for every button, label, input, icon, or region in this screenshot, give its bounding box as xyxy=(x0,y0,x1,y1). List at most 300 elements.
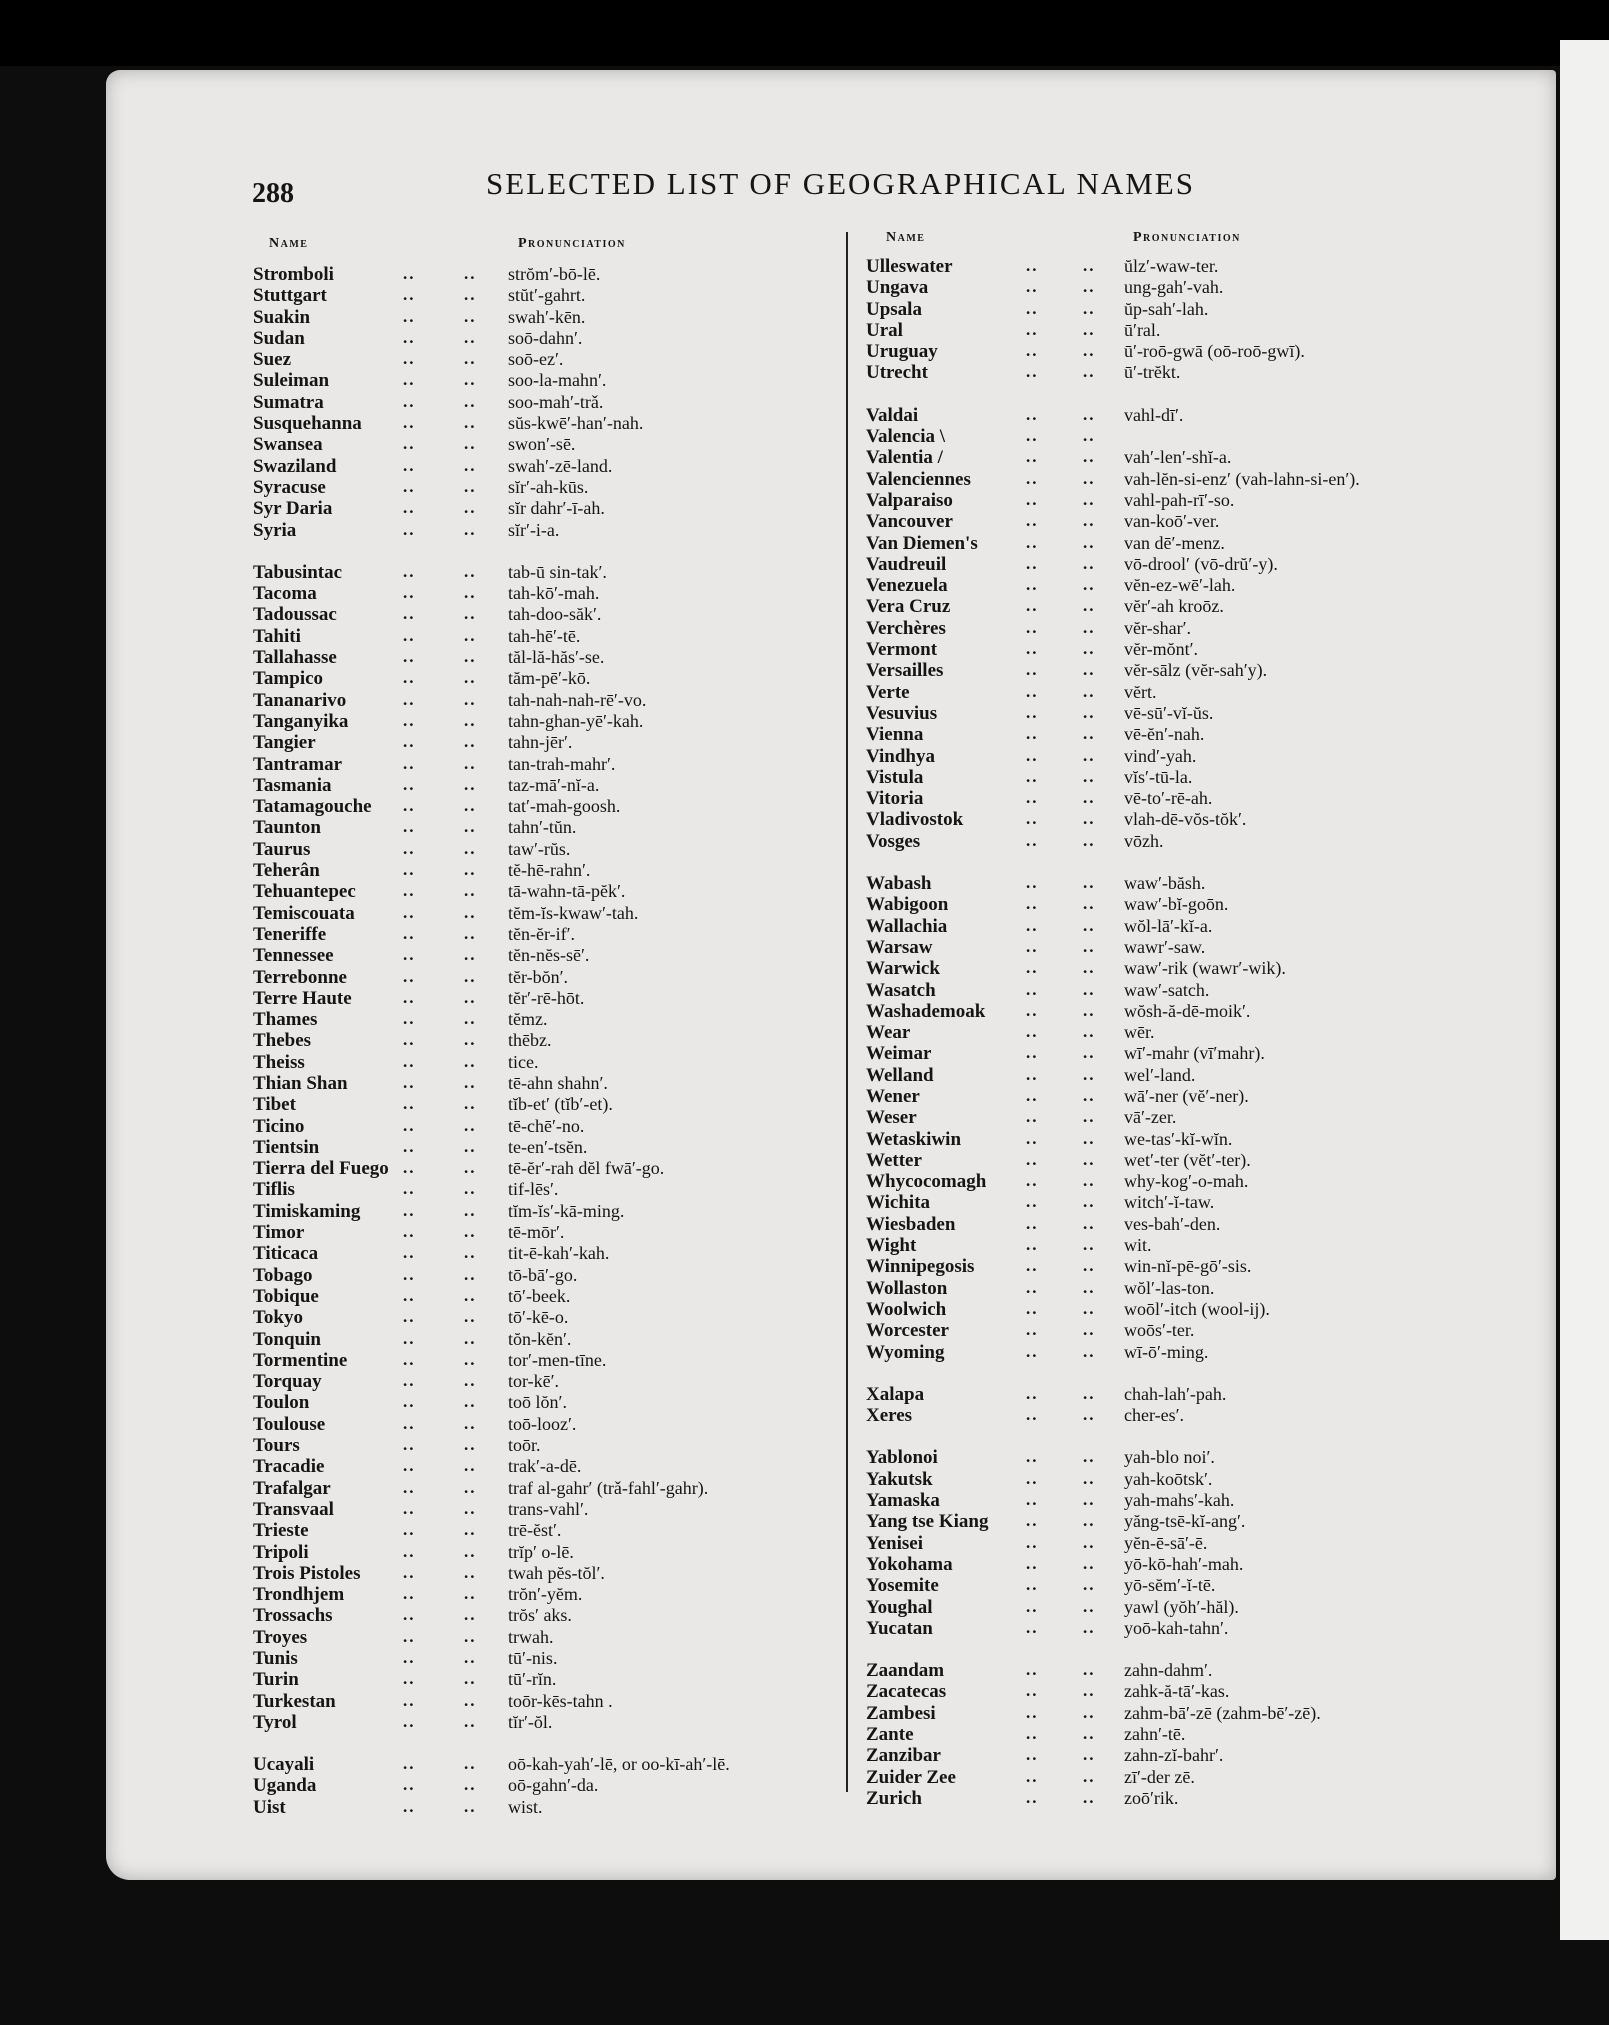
leader-dots: .. xyxy=(1026,1745,1039,1765)
entry-row xyxy=(253,1563,843,1584)
place-name: Wollaston xyxy=(866,1277,948,1299)
place-name: Ural xyxy=(866,319,903,341)
leader-dots: .. xyxy=(464,1179,477,1199)
leader-dots: .. xyxy=(403,1520,416,1540)
pronunciation: wist. xyxy=(508,1796,543,1817)
pronunciation: tahn-jēr′. xyxy=(508,732,573,753)
leader-dots: .. xyxy=(464,689,477,709)
leader-dots: .. xyxy=(1026,511,1039,531)
entry-row xyxy=(253,1371,843,1392)
pronunciation: vā′-zer. xyxy=(1124,1107,1177,1128)
place-name: Teneriffe xyxy=(253,923,327,945)
page-number: 288 xyxy=(252,178,294,209)
pronunciation: toō lŏn′. xyxy=(508,1392,567,1413)
place-name: Upsala xyxy=(866,298,922,320)
pronunciation: ŭp-sah′-lah. xyxy=(1124,298,1209,319)
entry-row xyxy=(836,1342,1436,1363)
place-name: Welland xyxy=(866,1064,934,1086)
group-gap xyxy=(836,384,1436,405)
leader-dots: .. xyxy=(403,1669,416,1689)
pronunciation: woōs′-ter. xyxy=(1124,1320,1195,1341)
leader-dots: .. xyxy=(1083,766,1096,786)
place-name: Tibet xyxy=(253,1094,296,1116)
place-name: Thian Shan xyxy=(253,1072,348,1094)
leader-dots: .. xyxy=(1026,1681,1039,1701)
leader-dots: .. xyxy=(464,668,477,688)
leader-dots: .. xyxy=(464,1328,477,1348)
place-name: Temiscouata xyxy=(253,902,355,924)
leader-dots: .. xyxy=(1083,617,1096,637)
leader-dots: .. xyxy=(464,1307,477,1327)
entry-row xyxy=(836,1511,1436,1532)
leader-dots: .. xyxy=(1026,447,1039,467)
place-name: Wetaskiwin xyxy=(866,1128,962,1150)
leader-dots: .. xyxy=(1026,915,1039,935)
leader-dots: .. xyxy=(464,306,477,326)
pronunciation: waw′-băsh. xyxy=(1124,873,1206,894)
pronunciation: vĕrt. xyxy=(1124,681,1157,702)
leader-dots: .. xyxy=(403,1584,416,1604)
leader-dots: .. xyxy=(1026,1128,1039,1148)
pronunciation: trak′-a-dē. xyxy=(508,1456,582,1477)
leader-dots: .. xyxy=(464,1009,477,1029)
leader-dots: .. xyxy=(1026,936,1039,956)
pronunciation: waw′-bĭ-goōn. xyxy=(1124,894,1229,915)
entry-row xyxy=(253,1243,843,1264)
entry-row xyxy=(836,937,1436,958)
leader-dots: .. xyxy=(1026,1213,1039,1233)
place-name: Thebes xyxy=(253,1030,312,1052)
leader-dots: .. xyxy=(403,413,416,433)
leader-dots: .. xyxy=(464,1371,477,1391)
entry-row xyxy=(836,341,1436,362)
entry-row xyxy=(836,767,1436,788)
leader-dots: .. xyxy=(464,1222,477,1242)
entry-row xyxy=(836,1767,1436,1788)
entry-row xyxy=(253,1542,843,1563)
place-name: Timor xyxy=(253,1222,305,1244)
entry-row xyxy=(253,1073,843,1094)
entry-row xyxy=(836,1384,1436,1405)
place-name: Zurich xyxy=(866,1787,922,1809)
place-name: Vosges xyxy=(866,830,921,852)
pronunciation: tē-ĕr′-rah dĕl fwā′-go. xyxy=(508,1158,665,1179)
leader-dots: .. xyxy=(1083,979,1096,999)
entry-row xyxy=(253,413,843,434)
pronunciation: vĕr-sālz (vĕr-sah′y). xyxy=(1124,660,1268,681)
pronunciation: tăl-lă-hăs′-se. xyxy=(508,647,605,668)
place-name: Tiflis xyxy=(253,1179,295,1201)
pronunciation: zī′-der zē. xyxy=(1124,1766,1195,1787)
place-name: Trondhjem xyxy=(253,1584,345,1606)
leader-dots: .. xyxy=(464,1562,477,1582)
leader-dots: .. xyxy=(1083,1000,1096,1020)
entry-row xyxy=(836,958,1436,979)
leader-dots: .. xyxy=(1026,1660,1039,1680)
place-name: Zuider Zee xyxy=(866,1766,956,1788)
place-name: Suez xyxy=(253,349,291,371)
pronunciation: ū′ral. xyxy=(1124,319,1161,340)
entry-row xyxy=(253,1627,843,1648)
leader-dots: .. xyxy=(464,860,477,880)
place-name: Van Diemen's xyxy=(866,532,978,554)
entry-row xyxy=(253,626,843,647)
pronunciation: tŏn-kĕn′. xyxy=(508,1328,572,1349)
entry-row xyxy=(836,277,1436,298)
pronunciation: witch′-ĭ-taw. xyxy=(1124,1192,1215,1213)
leader-dots: .. xyxy=(464,1605,477,1625)
place-name: Swaziland xyxy=(253,455,337,477)
leader-dots: .. xyxy=(1026,1235,1039,1255)
pronunciation: taw′-rŭs. xyxy=(508,838,571,859)
leader-dots: .. xyxy=(1026,1596,1039,1616)
place-name: Terrebonne xyxy=(253,966,347,988)
leader-dots: .. xyxy=(1083,1617,1096,1637)
pronunciation: yah-blo noi′. xyxy=(1124,1447,1215,1468)
leader-dots: .. xyxy=(1083,1553,1096,1573)
entry-row xyxy=(836,1597,1436,1618)
entry-row xyxy=(253,690,843,711)
leader-dots: .. xyxy=(464,1477,477,1497)
place-name: Zaandam xyxy=(866,1660,945,1682)
leader-dots: .. xyxy=(403,306,416,326)
entry-row xyxy=(253,498,843,519)
entry-row xyxy=(253,264,843,285)
place-name: Vienna xyxy=(866,724,924,746)
pronunciation: twah pĕs-tŏl′. xyxy=(508,1562,605,1583)
place-name: Trois Pistoles xyxy=(253,1562,361,1584)
entry-row xyxy=(253,349,843,370)
entry-row xyxy=(253,903,843,924)
leader-dots: .. xyxy=(464,285,477,305)
leader-dots: .. xyxy=(1026,1553,1039,1573)
leader-dots: .. xyxy=(1026,1256,1039,1276)
place-name: Yucatan xyxy=(866,1617,933,1639)
place-name: Tacoma xyxy=(253,583,317,605)
leader-dots: .. xyxy=(1026,404,1039,424)
pronunciation: vē-sū′-vĭ-ŭs. xyxy=(1124,702,1214,723)
leader-dots: .. xyxy=(1026,468,1039,488)
leader-dots: .. xyxy=(403,1072,416,1092)
place-name: Tahiti xyxy=(253,625,301,647)
leader-dots: .. xyxy=(403,881,416,901)
pronunciation: yah-mahs′-kah. xyxy=(1124,1490,1235,1511)
leader-dots: .. xyxy=(403,1413,416,1433)
pronunciation: wŏl′-las-ton. xyxy=(1124,1277,1215,1298)
leader-dots: .. xyxy=(403,1051,416,1071)
pronunciation: vlah-dē-vŏs-tŏk′. xyxy=(1124,809,1247,830)
leader-dots: .. xyxy=(403,1392,416,1412)
leader-dots: .. xyxy=(403,498,416,518)
leader-dots: .. xyxy=(464,1115,477,1135)
pronunciation: trĭp′ o-lē. xyxy=(508,1541,574,1562)
entry-row xyxy=(253,1052,843,1073)
pronunciation: vahl-pah-rī′-so. xyxy=(1124,489,1235,510)
place-name: Swansea xyxy=(253,434,323,456)
pronunciation: zoō′rik. xyxy=(1124,1787,1179,1808)
leader-dots: .. xyxy=(403,1307,416,1327)
entry-row xyxy=(253,1499,843,1520)
leader-dots: .. xyxy=(1026,639,1039,659)
pronunciation: tō-bā′-go. xyxy=(508,1264,578,1285)
pronunciation: zahn-dahm′. xyxy=(1124,1660,1213,1681)
pronunciation: te-en′-tsĕn. xyxy=(508,1136,588,1157)
pronunciation: yawl (yŏh′-hăl). xyxy=(1124,1596,1239,1617)
pronunciation: zahk-ă-tā′-kas. xyxy=(1124,1681,1230,1702)
place-name: Taurus xyxy=(253,838,311,860)
leader-dots: .. xyxy=(464,370,477,390)
place-name: Wasatch xyxy=(866,979,936,1001)
entry-row xyxy=(836,575,1436,596)
entry-row xyxy=(836,1681,1436,1702)
pronunciation: tan-trah-mahr′. xyxy=(508,753,616,774)
pronunciation: wŏl-lā′-kĭ-a. xyxy=(1124,915,1213,936)
leader-dots: .. xyxy=(464,455,477,475)
place-name: Yokohama xyxy=(866,1553,953,1575)
leader-dots: .. xyxy=(403,774,416,794)
leader-dots: .. xyxy=(1026,1341,1039,1361)
leader-dots: .. xyxy=(464,1648,477,1667)
leader-dots: .. xyxy=(1083,1298,1096,1318)
leader-dots: .. xyxy=(464,625,477,645)
place-name: Wichita xyxy=(866,1192,931,1214)
entry-row xyxy=(253,796,843,817)
entry-row xyxy=(836,490,1436,511)
entry-row xyxy=(836,894,1436,915)
leader-dots: .. xyxy=(1083,1511,1096,1531)
entry-row xyxy=(253,1201,843,1222)
place-name: Uruguay xyxy=(866,341,938,363)
place-name: Trossachs xyxy=(253,1605,333,1627)
place-name: Sumatra xyxy=(253,391,324,413)
entry-row xyxy=(253,562,843,583)
leader-dots: .. xyxy=(1026,1468,1039,1488)
leader-dots: .. xyxy=(403,1477,416,1497)
leader-dots: .. xyxy=(1083,404,1096,424)
leader-dots: .. xyxy=(464,923,477,943)
entry-row xyxy=(836,682,1436,703)
entry-row xyxy=(253,924,843,945)
entry-row xyxy=(253,1456,843,1477)
leader-dots: .. xyxy=(1026,362,1039,382)
leader-dots: .. xyxy=(403,434,416,454)
place-name: Stromboli xyxy=(253,264,334,285)
leader-dots: .. xyxy=(1026,1787,1039,1807)
leader-dots: .. xyxy=(1083,596,1096,616)
place-name: Tours xyxy=(253,1435,300,1457)
pronunciation: vah′-len′-shĭ-a. xyxy=(1124,447,1232,468)
pronunciation: tĕn-ĕr-if′. xyxy=(508,923,576,944)
pronunciation: cher-es′. xyxy=(1124,1405,1185,1426)
entry-row xyxy=(253,1605,843,1626)
pronunciation: sŭs-kwē′-han′-nah. xyxy=(508,413,644,434)
pronunciation: tăm-pē′-kō. xyxy=(508,668,591,689)
entry-row xyxy=(836,405,1436,426)
entry-row xyxy=(253,477,843,498)
pronunciation: strŏm′-bō-lē. xyxy=(508,264,601,284)
pronunciation: chah-lah′-pah. xyxy=(1124,1383,1227,1404)
leader-dots: .. xyxy=(403,689,416,709)
pronunciation: tat′-mah-goosh. xyxy=(508,796,621,817)
leader-dots: .. xyxy=(464,966,477,986)
leader-dots: .. xyxy=(1083,830,1096,850)
pronunciation: ū′-trĕkt. xyxy=(1124,362,1181,383)
leader-dots: .. xyxy=(403,264,416,283)
pronunciation: win-nĭ-pē-gō′-sis. xyxy=(1124,1256,1252,1277)
place-name: Valparaiso xyxy=(866,489,953,511)
place-name: Tobique xyxy=(253,1285,319,1307)
pronunciation: tĭm-ĭs′-kā-ming. xyxy=(508,1200,625,1221)
leader-dots: .. xyxy=(1083,936,1096,956)
leader-dots: .. xyxy=(1083,298,1096,318)
pronunciation: trans-vahl′. xyxy=(508,1498,589,1519)
pronunciation: wā′-ner (vĕ′-ner). xyxy=(1124,1085,1249,1106)
leader-dots: .. xyxy=(464,1264,477,1284)
entry-row xyxy=(836,1214,1436,1235)
place-name: Trafalgar xyxy=(253,1477,331,1499)
entry-row xyxy=(836,299,1436,320)
place-name: Versailles xyxy=(866,660,944,682)
entry-row xyxy=(836,1554,1436,1575)
leader-dots: .. xyxy=(403,710,416,730)
leader-dots: .. xyxy=(1083,915,1096,935)
leader-dots: .. xyxy=(464,881,477,901)
place-name: Teherân xyxy=(253,860,320,882)
entry-row xyxy=(253,668,843,689)
entry-row xyxy=(836,746,1436,767)
leader-dots: .. xyxy=(1083,1341,1096,1361)
pronunciation: tor′-men-tīne. xyxy=(508,1349,607,1370)
group-gap xyxy=(253,541,843,562)
place-name: Tripoli xyxy=(253,1541,309,1563)
place-name: Vistula xyxy=(866,766,924,788)
leader-dots: .. xyxy=(1083,1383,1096,1403)
pronunciation: tahn′-tŭn. xyxy=(508,817,577,838)
leader-dots: .. xyxy=(1026,1724,1039,1743)
place-name: Xalapa xyxy=(866,1383,925,1405)
entry-row xyxy=(836,639,1436,660)
leader-dots: .. xyxy=(1083,894,1096,914)
leader-dots: .. xyxy=(464,391,477,411)
entry-row xyxy=(253,1691,843,1712)
pronunciation: soo-la-mahn′. xyxy=(508,370,607,391)
leader-dots: .. xyxy=(464,774,477,794)
entry-row xyxy=(836,831,1436,852)
place-name: Tabusintac xyxy=(253,561,343,583)
entry-row xyxy=(253,732,843,753)
leader-dots: .. xyxy=(403,455,416,475)
leader-dots: .. xyxy=(403,860,416,880)
place-name: Stuttgart xyxy=(253,285,327,307)
leader-dots: .. xyxy=(403,1435,416,1455)
pronunciation: wit. xyxy=(1124,1235,1152,1256)
entry-row xyxy=(836,916,1436,937)
leader-dots: .. xyxy=(403,1562,416,1582)
entry-row xyxy=(253,754,843,775)
place-name: Suakin xyxy=(253,306,311,328)
entry-row xyxy=(253,839,843,860)
place-name: Tracadie xyxy=(253,1456,325,1478)
entry-row xyxy=(253,945,843,966)
leader-dots: .. xyxy=(1026,745,1039,765)
entry-row xyxy=(253,392,843,413)
place-name: Terre Haute xyxy=(253,987,352,1009)
place-name: Ticino xyxy=(253,1115,305,1137)
entry-row xyxy=(253,1307,843,1328)
entry-row xyxy=(253,1137,843,1158)
leader-dots: .. xyxy=(1083,426,1096,446)
pronunciation: sĭr′-ah-kūs. xyxy=(508,476,589,497)
entry-row xyxy=(836,660,1436,681)
pronunciation: tah-kō′-mah. xyxy=(508,583,600,604)
leader-dots: .. xyxy=(1026,1575,1039,1595)
leader-dots: .. xyxy=(403,838,416,858)
leader-dots: .. xyxy=(403,945,416,965)
leader-dots: .. xyxy=(1083,1022,1096,1042)
leader-dots: .. xyxy=(464,1498,477,1518)
pronunciation: vĕr-mŏnt′. xyxy=(1124,639,1199,660)
entry-row xyxy=(836,1065,1436,1086)
place-name: Tasmania xyxy=(253,774,332,796)
leader-dots: .. xyxy=(1026,1149,1039,1169)
pronunciation: vind′-yah. xyxy=(1124,745,1197,766)
place-name: Syr Daria xyxy=(253,498,333,520)
place-name: Sudan xyxy=(253,327,305,349)
pronunciation: waw′-satch. xyxy=(1124,979,1210,1000)
leader-dots: .. xyxy=(1026,426,1039,446)
entry-row xyxy=(253,1009,843,1030)
leader-dots: .. xyxy=(403,1371,416,1391)
place-name: Vindhya xyxy=(866,745,935,767)
leader-dots: .. xyxy=(1083,809,1096,829)
leader-dots: .. xyxy=(403,1243,416,1263)
leader-dots: .. xyxy=(464,1349,477,1369)
pronunciation: wī-ō′-ming. xyxy=(1124,1341,1209,1362)
leader-dots: .. xyxy=(403,583,416,603)
pronunciation: tē-chē′-no. xyxy=(508,1115,585,1136)
place-name: Yosemite xyxy=(866,1575,939,1597)
place-name: Theiss xyxy=(253,1051,305,1073)
leader-dots: .. xyxy=(1026,319,1039,339)
place-name: Wear xyxy=(866,1022,911,1044)
entry-row xyxy=(836,809,1436,830)
entry-row xyxy=(836,724,1436,745)
entry-row xyxy=(836,1043,1436,1064)
leader-dots: .. xyxy=(1083,1660,1096,1680)
place-name: Syracuse xyxy=(253,476,326,498)
leader-dots: .. xyxy=(1083,1128,1096,1148)
entry-row xyxy=(253,1350,843,1371)
leader-dots: .. xyxy=(1026,660,1039,680)
entry-row xyxy=(836,447,1436,468)
pronunciation: tor-kē′. xyxy=(508,1371,560,1392)
leader-dots: .. xyxy=(464,647,477,667)
leader-dots: .. xyxy=(403,966,416,986)
leader-dots: .. xyxy=(403,1222,416,1242)
leader-dots: .. xyxy=(403,1690,416,1710)
leader-dots: .. xyxy=(464,710,477,730)
entry-row xyxy=(253,817,843,838)
place-name: Whycocomagh xyxy=(866,1171,987,1193)
pronunciation: yah-koōtsk′. xyxy=(1124,1468,1213,1489)
facing-page-edge xyxy=(1560,40,1609,1940)
leader-dots: .. xyxy=(403,1541,416,1561)
entry-row xyxy=(836,618,1436,639)
leader-dots: .. xyxy=(1026,1107,1039,1127)
leader-dots: .. xyxy=(1083,702,1096,722)
pronunciation: why-kog′-o-mah. xyxy=(1124,1171,1249,1192)
entry-row xyxy=(253,1222,843,1243)
